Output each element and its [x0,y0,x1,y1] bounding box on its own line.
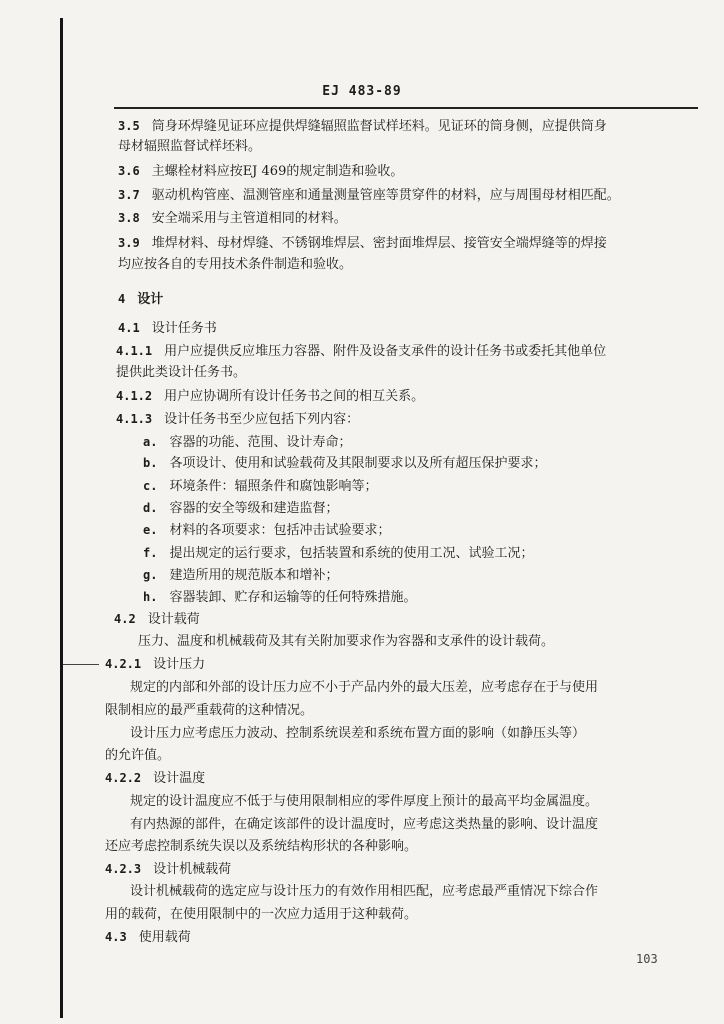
text-line [105,748,170,764]
text-line [130,726,585,742]
clause-number: b. [143,456,158,470]
text-line [105,656,205,673]
clause-number: 4.2.2 [105,771,142,785]
clause-text: 规定的设计温度应不低于与使用限制相应的零件厚度上预计的最高平均金属温度。 [130,794,599,809]
clause-text: 各项设计、使用和试验载荷及其限制要求以及所有超压保护要求； [169,456,547,471]
text-line [116,343,606,360]
text-line [130,884,598,900]
clause-number: h. [143,590,158,604]
text-line [118,235,607,252]
text-line [114,611,200,628]
clause-number: 3.8 [118,211,140,225]
binding-edge-line [60,18,63,1018]
text-line [105,861,231,878]
clause-text: 筒身环焊缝见证环应提供焊缝辐照监督试样坯料。见证环的筒身侧，应提供筒身 [151,119,607,134]
clause-number: e. [143,523,158,537]
text-line [143,567,338,584]
text-line [116,411,359,428]
clause-text: 母材辐照监督试样坯料。 [118,139,262,154]
clause-text: 规定的内部和外部的设计压力应不小于产品内外的最大压差，应考虑存在于与使用 [130,680,599,695]
text-line [118,257,352,273]
text-line [118,163,403,180]
clause-text: 均应按各自的专用技术条件制造和验收。 [118,257,353,272]
clause-number: 3.9 [118,236,140,250]
text-line [143,522,390,539]
clause-text: 设计机械载荷的选定应与设计压力的有效作用相匹配，应考虑最严重情况下综合作 [130,884,599,899]
clause-text: 安全端采用与主管道相同的材料。 [151,211,347,226]
clause-text: 建造所用的规范版本和增补； [169,568,339,583]
clause-number: 4.2.3 [105,862,142,876]
text-line [130,794,598,810]
text-line [130,817,598,833]
text-line [116,388,424,405]
text-line [105,907,417,923]
text-line [143,589,416,606]
section-heading [118,291,163,308]
clause-number: 4.1.2 [116,389,153,403]
clause-number: 4.2 [114,612,136,626]
text-line [143,478,377,495]
clause-number: 4.2.1 [105,657,142,671]
clause-text: 容器的安全等级和建造监督； [169,501,339,516]
clause-text: 容器装卸、贮存和运输等的任何特殊措施。 [169,590,417,605]
header-rule [114,107,698,109]
page-header-code: EJ 483-89 [322,84,402,99]
clause-number: 4.1.3 [116,412,153,426]
clause-number: c. [143,479,158,493]
clause-text: 设计温度 [153,771,206,786]
clause-number: 3.6 [118,164,140,178]
clause-number: 4 [118,292,126,306]
clause-number: 4.3 [105,930,127,944]
text-line [143,500,338,517]
text-line [105,839,417,855]
clause-number: a. [143,435,158,449]
clause-text: 设计载荷 [147,612,200,627]
clause-text: 用的载荷，在使用限制中的一次应力适用于这种载荷。 [105,907,418,922]
text-line [143,455,546,472]
clause-text: 压力、温度和机械载荷及其有关附加要求作为容器和支承件的设计载荷。 [138,634,555,649]
clause-text: 使用载荷 [138,930,191,945]
text-line [143,434,351,451]
clause-number: 3.7 [118,188,140,202]
text-line [118,320,217,337]
text-line [118,139,261,155]
clause-text: 设计任务书至少应包括下列内容： [164,412,360,427]
clause-text: 提供此类设计任务书。 [116,365,247,380]
clause-text: 有内热源的部件，在确定该部件的设计温度时，应考虑这类热量的影响、设计温度 [130,817,599,832]
text-line [130,680,598,696]
clause-text: 堆焊材料、母材焊缝、不锈钢堆焊层、密封面堆焊层、接管安全端焊缝等的焊接 [151,236,607,251]
clause-text: 还应考虑控制系统失误以及系统结构形状的各种影响。 [105,839,418,854]
clause-text: 设计 [137,292,164,307]
margin-mark [63,664,99,665]
clause-text: 限制相应的最严重载荷的这种情况。 [105,703,314,718]
text-line [118,187,620,204]
clause-number: d. [143,501,158,515]
text-line [105,770,205,787]
clause-number: 3.5 [118,119,140,133]
clause-text: 用户应协调所有设计任务书之间的相互关系。 [164,389,425,404]
clause-text: 驱动机构管座、温测管座和通量测量管座等贯穿件的材料，应与周围母材相匹配。 [151,188,620,203]
text-line [105,703,313,719]
clause-number: 4.1.1 [116,344,153,358]
clause-number: f. [143,546,158,560]
text-line [118,118,607,135]
clause-text: 设计压力应考虑压力波动、控制系统误差和系统布置方面的影响（如静压头等） [130,726,586,741]
clause-text: 环境条件：辐照条件和腐蚀影响等； [169,479,378,494]
text-line [138,634,554,650]
clause-text: 主螺栓材料应按EJ 469的规定制造和验收。 [151,164,404,179]
clause-text: 设计任务书 [151,321,217,336]
text-line [118,210,347,227]
clause-text: 材料的各项要求：包括冲击试验要求； [169,523,391,538]
clause-text: 容器的功能、范围、设计寿命； [169,435,352,450]
text-line [116,365,246,381]
clause-text: 设计机械载荷 [153,862,232,877]
clause-number: g. [143,568,158,582]
clause-number: 4.1 [118,321,140,335]
clause-text: 提出规定的运行要求，包括装置和系统的使用工况、试验工况； [169,546,534,561]
page-number: 103 [636,952,658,966]
text-line [105,929,191,946]
clause-text: 用户应提供反应堆压力容器、附件及设备支承件的设计任务书或委托其他单位 [164,344,607,359]
text-line [143,545,533,562]
clause-text: 的允许值。 [105,748,171,763]
clause-text: 设计压力 [153,657,206,672]
